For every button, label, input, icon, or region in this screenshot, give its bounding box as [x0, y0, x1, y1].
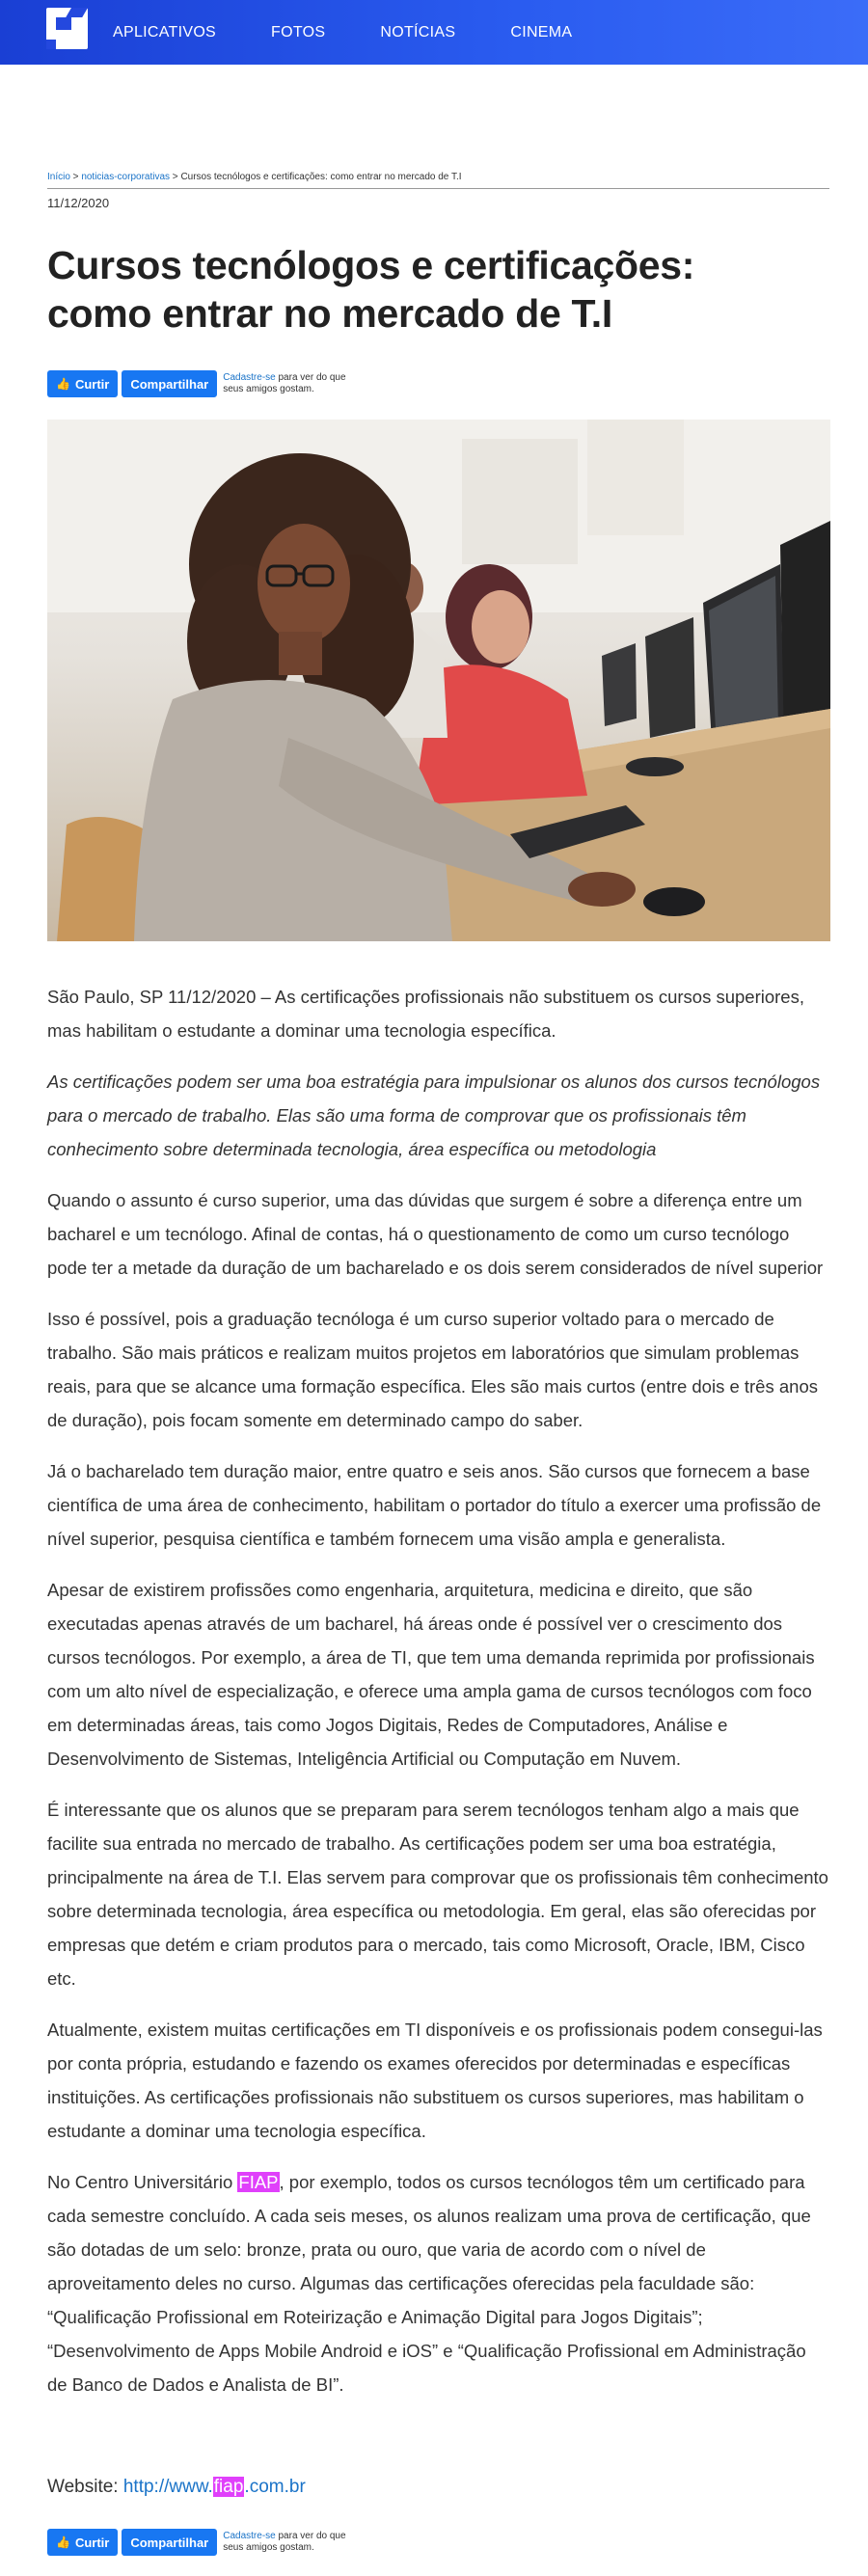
facebook-signup-link[interactable]: Cadastre-se — [223, 372, 276, 383]
facebook-signup-note — [223, 2531, 358, 2554]
facebook-signup-text: para ver do que seus amigos gostam. — [223, 372, 346, 394]
website-label: Website: — [47, 2477, 123, 2497]
nav-link-noticias[interactable]: NOTÍCIAS — [380, 23, 456, 41]
breadcrumb-section-link[interactable]: noticias-corporativas — [81, 172, 171, 182]
site-logo[interactable] — [46, 8, 88, 49]
website-link-highlight: fiap — [213, 2477, 244, 2497]
breadcrumb-divider — [47, 188, 829, 189]
nav-link-fotos[interactable]: FOTOS — [271, 23, 326, 41]
breadcrumb-separator: > — [170, 172, 181, 182]
highlighted-term: FIAP — [238, 2172, 279, 2192]
article-body — [47, 980, 830, 2419]
article-hero-photo — [47, 420, 830, 941]
facebook-share-button[interactable] — [122, 370, 217, 397]
thumbs-up-icon: 👍 — [56, 377, 70, 391]
article-paragraph: Já o bacharelado tem duração maior, entre quatro e seis anos. São cursos que fornecem a base científica de uma área de conhecimento, habilitam o portador do título a exercer uma profissão de nível superior, pesquisa científica e também fornecem uma visão ampla e generalista. — [47, 1461, 822, 1549]
article-paragraph: Quando o assunto é curso superior, uma das dúvidas que surgem é sobre a diferença entre um bacharel e um tecnólogo. Afinal de contas, há o questionamento de como um curso tecnólogo pode ter a metade da duração de um bacharelado e os dois serem considerados de nível superior — [47, 1190, 824, 1278]
article-paragraph: Atualmente, existem muitas certificações em TI disponíveis e os profissionais podem consegui-las por conta própria, estudando e fazendo os exames oferecidos por determinadas e específicas instituições. As certificações profissionais não substituem os cursos superiores, mas habilitam o estudante a dominar uma tecnologia específica. — [47, 2020, 823, 2141]
website-line — [47, 2477, 306, 2498]
like-label: Curtir — [74, 376, 110, 392]
publication-date: 11/12/2020 — [47, 196, 110, 210]
website-link-suffix: .com.br — [244, 2477, 306, 2497]
nav-link-cinema[interactable]: CINEMA — [510, 23, 573, 41]
facebook-social-bar-bottom — [47, 2529, 358, 2556]
facebook-share-button[interactable] — [122, 2529, 217, 2556]
facebook-social-bar-top — [47, 370, 358, 397]
breadcrumb-separator: > — [69, 172, 82, 182]
main-nav — [113, 0, 627, 65]
facebook-signup-text: para ver do que seus amigos gostam. — [223, 2531, 346, 2553]
breadcrumb-current: Cursos tecnólogos e certificações: como entrar no mercado de T.I — [180, 172, 462, 182]
paragraph-text: No Centro Universitário — [47, 2172, 238, 2192]
article-paragraph — [47, 2165, 830, 2401]
top-navigation-bar — [0, 0, 868, 65]
share-label: Compartilhar — [130, 376, 209, 392]
breadcrumb-home-link[interactable]: Início — [47, 172, 70, 182]
website-link-prefix: http://www. — [122, 2477, 213, 2497]
paragraph-text: , por exemplo, todos os cursos tecnólogos têm um certificado para cada semestre concluído. A cada seis meses, os alunos realizam uma prova de certificação, que são dotadas de um selo: bronze, prata ou ouro, que varia de acordo com o nível de aproveitamento deles no curso. Algumas das certificações oferecidas pela faculdade são: “Qualificação Profissional em Roteirização e Animação Digital para Jogos Digitais”; “Desenvolvimento de Apps Mobile Android e iOS” e “Qualificação Profissional em Administração de Banco de Dados e Analista de BI”. — [47, 2172, 811, 2395]
facebook-signup-note — [223, 372, 358, 395]
article-paragraph: São Paulo, SP 11/12/2020 – As certificações profissionais não substituem os cursos superiores, mas habilitam o estudante a dominar uma tecnologia específica. — [47, 987, 804, 1041]
facebook-like-button[interactable] — [47, 2529, 118, 2556]
like-label: Curtir — [74, 2535, 110, 2550]
thumbs-up-icon: 👍 — [56, 2535, 70, 2549]
article-paragraph: Isso é possível, pois a graduação tecnóloga é um curso superior voltado para o mercado de trabalho. São mais práticos e realizam muitos projetos em laboratórios que simulam problemas reais, para que se alcance uma formação específica. Eles são mais curtos (entre dois e três anos de duração), pois focam somente em determinado campo do saber. — [47, 1309, 818, 1430]
article-lead-paragraph: As certificações podem ser uma boa estratégia para impulsionar os alunos dos cursos tecnólogos para o mercado de trabalho. Elas são uma forma de comprovar que os profissionais têm conhecimento sobre determinada tecnologia, área específica ou metodologia — [47, 1071, 821, 1159]
facebook-signup-link[interactable]: Cadastre-se — [223, 2531, 276, 2541]
website-link[interactable] — [123, 2477, 306, 2497]
nav-link-aplicativos[interactable]: APLICATIVOS — [113, 23, 217, 41]
share-label: Compartilhar — [130, 2535, 209, 2550]
article-title: Cursos tecnólogos e certificações: como entrar no mercado de T.I — [47, 243, 695, 336]
article-paragraph: Apesar de existirem profissões como engenharia, arquitetura, medicina e direito, que são executadas apenas através de um bacharel, há áreas onde é possível ver o crescimento dos cursos tecnólogos. Por exemplo, a área de TI, que tem uma demanda reprimida por profissionais com um alto nível de especialização, e oferece uma ampla gama de cursos tecnólogos com foco em determinadas áreas, tais como Jogos Digitais, Redes de Computadores, Análise e Desenvolvimento de Sistemas, Inteligência Artificial ou Computação em Nuvem. — [47, 1580, 815, 1769]
breadcrumb — [47, 172, 462, 182]
facebook-like-button[interactable] — [47, 370, 118, 397]
article-paragraph: É interessante que os alunos que se preparam para serem tecnólogos tenham algo a mais que facilite sua entrada no mercado de trabalho. As certificações podem ser uma boa estratégia, principalmente na área de T.I. Elas servem para comprovar que os profissionais têm conhecimento sobre determinada tecnologia, área específica ou metodologia. Em geral, elas são oferecidas por empresas que detém e criam produtos para o mercado, tais como Microsoft, Oracle, IBM, Cisco etc. — [47, 1800, 828, 1989]
